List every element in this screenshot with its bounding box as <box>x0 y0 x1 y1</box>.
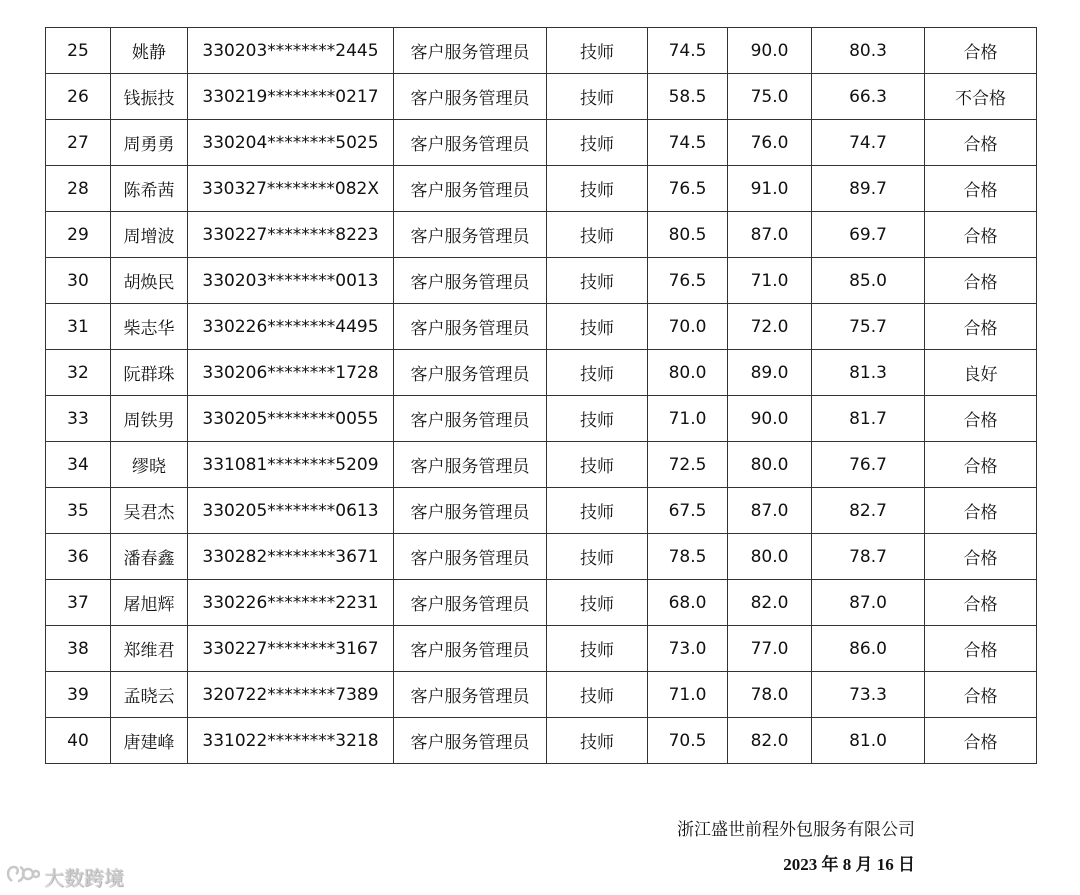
cell-occupation: 客户服务管理员 <box>394 74 547 120</box>
cell-theory: 78.5 <box>648 534 728 580</box>
cell-id: 330205********0055 <box>188 396 394 442</box>
cell-id: 330219********0217 <box>188 74 394 120</box>
cell-theory: 71.0 <box>648 396 728 442</box>
results-table <box>45 27 1037 764</box>
cell-skill: 80.0 <box>728 534 812 580</box>
cell-overall: 78.7 <box>812 534 925 580</box>
cell-name: 孟晓云 <box>111 672 188 718</box>
cell-overall: 89.7 <box>812 166 925 212</box>
cell-result: 合格 <box>925 626 1037 672</box>
cell-overall: 81.7 <box>812 396 925 442</box>
cell-id: 331022********3218 <box>188 718 394 764</box>
cell-id: 330226********2231 <box>188 580 394 626</box>
cell-theory: 70.0 <box>648 304 728 350</box>
cell-no: 30 <box>46 258 111 304</box>
cell-result: 合格 <box>925 580 1037 626</box>
cell-id: 330327********082X <box>188 166 394 212</box>
cell-skill: 72.0 <box>728 304 812 350</box>
cell-result: 合格 <box>925 304 1037 350</box>
cell-occupation: 客户服务管理员 <box>394 166 547 212</box>
table-row <box>46 212 1037 258</box>
company-name: 浙江盛世前程外包服务有限公司 <box>677 820 915 840</box>
cell-theory: 70.5 <box>648 718 728 764</box>
table-row <box>46 718 1037 764</box>
table-row <box>46 74 1037 120</box>
cell-result: 合格 <box>925 120 1037 166</box>
cell-occupation: 客户服务管理员 <box>394 304 547 350</box>
cell-theory: 76.5 <box>648 258 728 304</box>
cell-no: 35 <box>46 488 111 534</box>
cell-no: 39 <box>46 672 111 718</box>
cell-id: 330227********8223 <box>188 212 394 258</box>
cell-result: 合格 <box>925 396 1037 442</box>
cell-level: 技师 <box>547 28 648 74</box>
cell-id: 330203********2445 <box>188 28 394 74</box>
cell-id: 320722********7389 <box>188 672 394 718</box>
cell-result: 合格 <box>925 166 1037 212</box>
cell-no: 38 <box>46 626 111 672</box>
cell-result: 合格 <box>925 534 1037 580</box>
cell-result: 合格 <box>925 672 1037 718</box>
cell-skill: 82.0 <box>728 718 812 764</box>
cell-level: 技师 <box>547 672 648 718</box>
cell-level: 技师 <box>547 350 648 396</box>
table-row <box>46 350 1037 396</box>
cell-skill: 71.0 <box>728 258 812 304</box>
cell-name: 胡焕民 <box>111 258 188 304</box>
cell-level: 技师 <box>547 396 648 442</box>
cell-level: 技师 <box>547 580 648 626</box>
cell-occupation: 客户服务管理员 <box>394 580 547 626</box>
cell-theory: 74.5 <box>648 28 728 74</box>
cell-no: 33 <box>46 396 111 442</box>
cell-name: 周勇勇 <box>111 120 188 166</box>
cell-theory: 74.5 <box>648 120 728 166</box>
cell-level: 技师 <box>547 488 648 534</box>
cell-theory: 80.0 <box>648 350 728 396</box>
cell-result: 不合格 <box>925 74 1037 120</box>
cell-name: 潘春鑫 <box>111 534 188 580</box>
cell-id: 331081********5209 <box>188 442 394 488</box>
cell-result: 合格 <box>925 718 1037 764</box>
cell-level: 技师 <box>547 74 648 120</box>
cell-skill: 90.0 <box>728 28 812 74</box>
cell-no: 25 <box>46 28 111 74</box>
table-row <box>46 580 1037 626</box>
cell-no: 40 <box>46 718 111 764</box>
cell-id: 330206********1728 <box>188 350 394 396</box>
cell-occupation: 客户服务管理员 <box>394 396 547 442</box>
table-row <box>46 488 1037 534</box>
cell-id: 330203********0013 <box>188 258 394 304</box>
cell-result: 合格 <box>925 258 1037 304</box>
cell-occupation: 客户服务管理员 <box>394 258 547 304</box>
cell-name: 柴志华 <box>111 304 188 350</box>
cell-no: 31 <box>46 304 111 350</box>
cell-occupation: 客户服务管理员 <box>394 350 547 396</box>
cell-result: 良好 <box>925 350 1037 396</box>
table-row <box>46 396 1037 442</box>
cell-level: 技师 <box>547 534 648 580</box>
cell-level: 技师 <box>547 442 648 488</box>
cell-id: 330204********5025 <box>188 120 394 166</box>
cell-name: 郑维君 <box>111 626 188 672</box>
cell-skill: 76.0 <box>728 120 812 166</box>
cell-id: 330226********4495 <box>188 304 394 350</box>
cell-name: 姚静 <box>111 28 188 74</box>
cell-skill: 91.0 <box>728 166 812 212</box>
logo-swirl-icon <box>4 863 40 890</box>
cell-occupation: 客户服务管理员 <box>394 120 547 166</box>
cell-level: 技师 <box>547 304 648 350</box>
cell-theory: 58.5 <box>648 74 728 120</box>
cell-overall: 80.3 <box>812 28 925 74</box>
cell-name: 钱振技 <box>111 74 188 120</box>
cell-level: 技师 <box>547 212 648 258</box>
cell-name: 吴君杰 <box>111 488 188 534</box>
table-row <box>46 534 1037 580</box>
cell-overall: 82.7 <box>812 488 925 534</box>
cell-skill: 82.0 <box>728 580 812 626</box>
cell-occupation: 客户服务管理员 <box>394 718 547 764</box>
table-row <box>46 304 1037 350</box>
cell-no: 37 <box>46 580 111 626</box>
cell-skill: 75.0 <box>728 74 812 120</box>
table-row <box>46 442 1037 488</box>
cell-no: 27 <box>46 120 111 166</box>
cell-occupation: 客户服务管理员 <box>394 28 547 74</box>
cell-result: 合格 <box>925 488 1037 534</box>
cell-overall: 81.0 <box>812 718 925 764</box>
cell-skill: 78.0 <box>728 672 812 718</box>
table-body <box>46 28 1037 764</box>
cell-name: 屠旭辉 <box>111 580 188 626</box>
table-row <box>46 626 1037 672</box>
cell-occupation: 客户服务管理员 <box>394 672 547 718</box>
cell-name: 陈希茜 <box>111 166 188 212</box>
cell-overall: 85.0 <box>812 258 925 304</box>
cell-no: 26 <box>46 74 111 120</box>
cell-occupation: 客户服务管理员 <box>394 626 547 672</box>
cell-result: 合格 <box>925 442 1037 488</box>
cell-name: 周铁男 <box>111 396 188 442</box>
cell-theory: 67.5 <box>648 488 728 534</box>
cell-skill: 87.0 <box>728 212 812 258</box>
table-row <box>46 258 1037 304</box>
cell-result: 合格 <box>925 28 1037 74</box>
cell-result: 合格 <box>925 212 1037 258</box>
cell-occupation: 客户服务管理员 <box>394 212 547 258</box>
cell-no: 36 <box>46 534 111 580</box>
cell-skill: 80.0 <box>728 442 812 488</box>
cell-overall: 73.3 <box>812 672 925 718</box>
cell-no: 32 <box>46 350 111 396</box>
watermark <box>4 862 124 891</box>
cell-no: 29 <box>46 212 111 258</box>
cell-occupation: 客户服务管理员 <box>394 488 547 534</box>
cell-occupation: 客户服务管理员 <box>394 442 547 488</box>
cell-theory: 72.5 <box>648 442 728 488</box>
cell-no: 34 <box>46 442 111 488</box>
cell-overall: 66.3 <box>812 74 925 120</box>
watermark-text: 大数跨境 <box>44 866 124 890</box>
cell-theory: 73.0 <box>648 626 728 672</box>
cell-skill: 89.0 <box>728 350 812 396</box>
cell-no: 28 <box>46 166 111 212</box>
cell-overall: 75.7 <box>812 304 925 350</box>
cell-theory: 71.0 <box>648 672 728 718</box>
cell-name: 周增波 <box>111 212 188 258</box>
cell-overall: 86.0 <box>812 626 925 672</box>
cell-name: 缪晓 <box>111 442 188 488</box>
cell-skill: 90.0 <box>728 396 812 442</box>
cell-id: 330205********0613 <box>188 488 394 534</box>
issue-date: 2023 年 8 月 16 日 <box>783 855 915 874</box>
cell-overall: 81.3 <box>812 350 925 396</box>
cell-occupation: 客户服务管理员 <box>394 534 547 580</box>
cell-level: 技师 <box>547 166 648 212</box>
cell-overall: 74.7 <box>812 120 925 166</box>
cell-level: 技师 <box>547 258 648 304</box>
cell-skill: 87.0 <box>728 488 812 534</box>
cell-theory: 76.5 <box>648 166 728 212</box>
table-row <box>46 120 1037 166</box>
cell-id: 330227********3167 <box>188 626 394 672</box>
table-row <box>46 672 1037 718</box>
cell-level: 技师 <box>547 120 648 166</box>
cell-overall: 87.0 <box>812 580 925 626</box>
cell-name: 唐建峰 <box>111 718 188 764</box>
cell-id: 330282********3671 <box>188 534 394 580</box>
cell-name: 阮群珠 <box>111 350 188 396</box>
cell-level: 技师 <box>547 718 648 764</box>
table-row <box>46 28 1037 74</box>
cell-level: 技师 <box>547 626 648 672</box>
cell-skill: 77.0 <box>728 626 812 672</box>
cell-theory: 68.0 <box>648 580 728 626</box>
cell-overall: 69.7 <box>812 212 925 258</box>
cell-overall: 76.7 <box>812 442 925 488</box>
cell-theory: 80.5 <box>648 212 728 258</box>
table-row <box>46 166 1037 212</box>
